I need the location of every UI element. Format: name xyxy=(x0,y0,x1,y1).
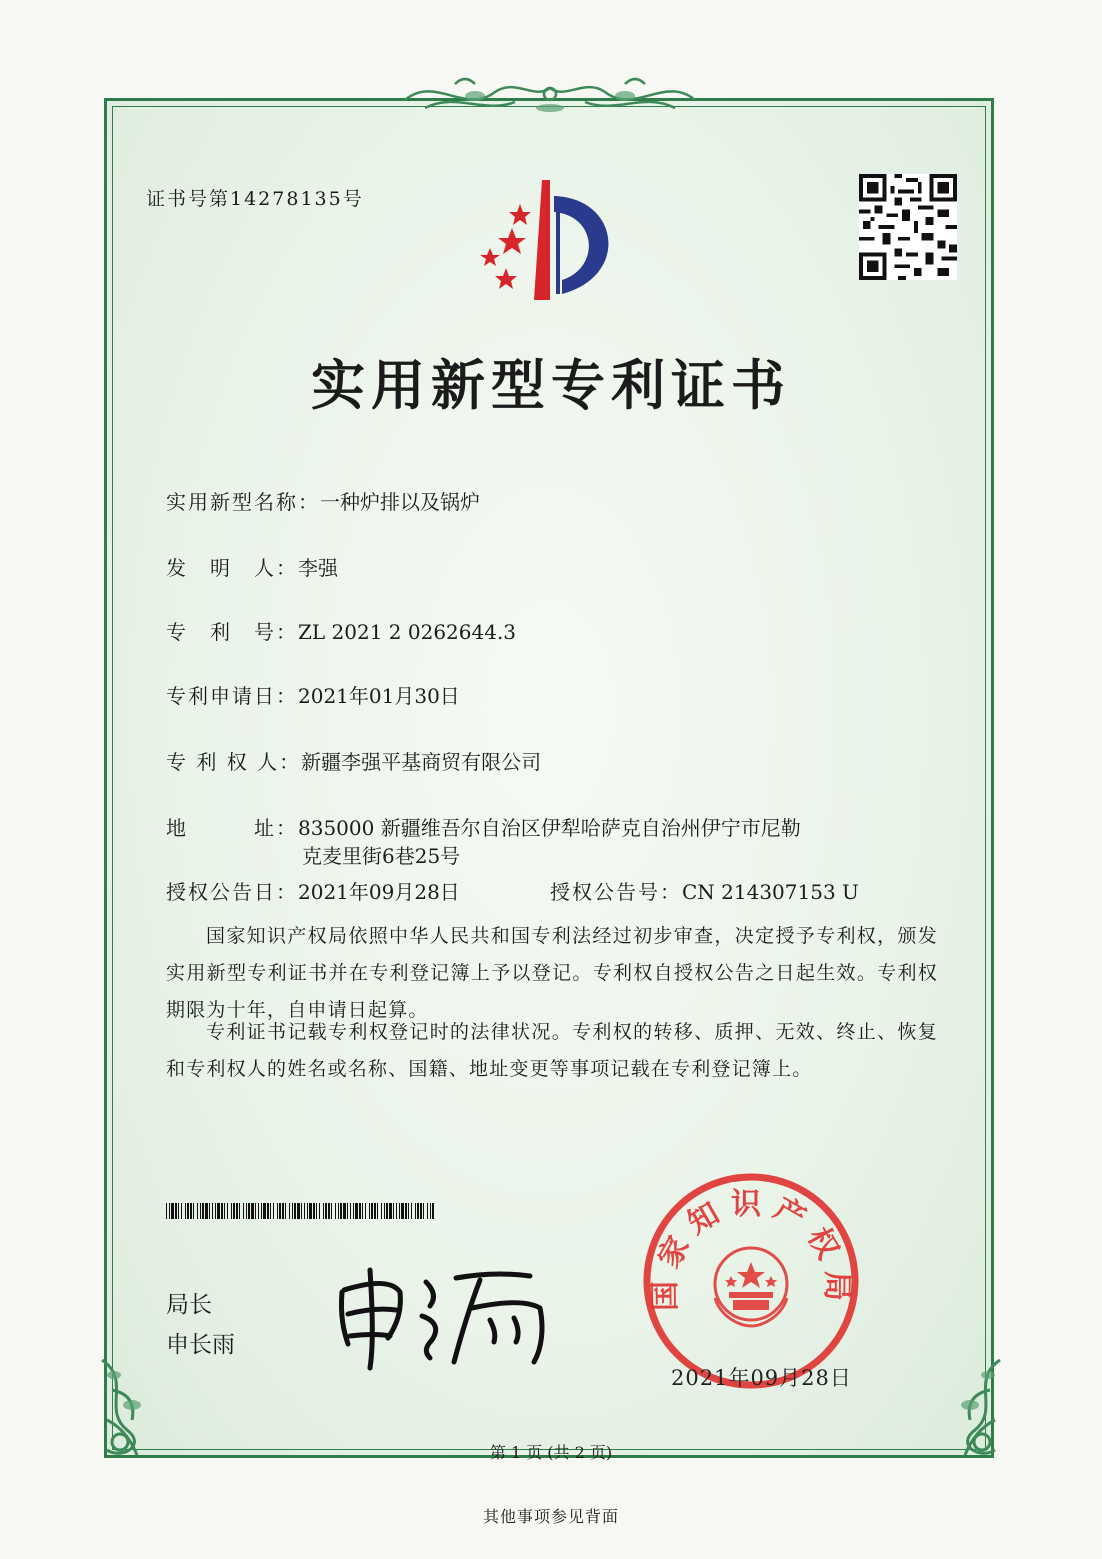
address-line-2: 克麦里街6巷25号 xyxy=(302,844,461,868)
inventor-value: 李强 xyxy=(298,556,338,580)
patent-number-row xyxy=(166,616,516,645)
inventor-row xyxy=(166,552,338,581)
certificate-number: 证书号第14278135号 xyxy=(146,188,364,210)
statement-paragraph-1: 国家知识产权局依照中华人民共和国专利法经过初步审查，决定授予专利权，颁发实用新型专利证书并在专利登记簿上予以登记。专利权自授权公告之日起生效。专利权期限为十年，自申请日起算。 xyxy=(166,925,938,1021)
seal-date: 2021年09月28日 xyxy=(671,1366,852,1390)
barcode xyxy=(166,1203,436,1219)
grant-number-label: 授权公告号： xyxy=(550,880,682,904)
address-row xyxy=(166,812,801,841)
handwritten-signature xyxy=(330,1262,560,1372)
filing-date-value: 2021年01月30日 xyxy=(298,684,460,708)
patentee-value: 新疆李强平基商贸有限公司 xyxy=(301,750,542,774)
grant-number-row xyxy=(550,876,859,905)
patent-number-value: ZL 2021 2 0262644.3 xyxy=(298,620,517,644)
grant-number-value: CN 214307153 U xyxy=(682,880,859,904)
grant-date-value: 2021年09月28日 xyxy=(298,880,460,904)
address-line-1: 835000 新疆维吾尔自治区伊犁哈萨克自治州伊宁市尼勒 xyxy=(298,816,801,840)
signatory-title: 局长 xyxy=(166,1292,212,1318)
footer-note: 其他事项参见背面 xyxy=(482,1507,619,1526)
cnipa-logo xyxy=(470,176,630,302)
utility-model-name-row xyxy=(166,486,480,515)
qr-code xyxy=(858,174,958,280)
page-number: 第 1 页 (共 2 页) xyxy=(489,1443,613,1462)
grant-date-label: 授权公告日： xyxy=(166,880,298,904)
name-label: 实用新型名称： xyxy=(166,490,320,514)
inventor-label: 发 明 人： xyxy=(166,556,298,580)
certificate-frame xyxy=(104,98,994,1458)
name-value: 一种炉排以及锅炉 xyxy=(320,490,480,514)
address-label: 地 址： xyxy=(166,816,298,840)
certificate-title: 实用新型专利证书 xyxy=(311,353,791,417)
patentee-row xyxy=(166,746,541,775)
seal-text: 国家知识产权局 xyxy=(647,1187,855,1312)
patentee-label: 专 利 权 人： xyxy=(166,750,302,774)
patent-number-label: 专 利 号： xyxy=(166,620,298,644)
official-seal xyxy=(642,1172,860,1390)
filing-date-row xyxy=(166,680,460,709)
statement-paragraph-2: 专利证书记载专利权登记时的法律状况。专利权的转移、质押、无效、终止、恢复和专利权人的姓名或名称、国籍、地址变更等事项记载在专利登记簿上。 xyxy=(166,1021,938,1080)
signatory-name: 申长雨 xyxy=(166,1332,235,1358)
top-ornament xyxy=(395,70,705,120)
filing-date-label: 专利申请日： xyxy=(166,684,298,708)
grant-date-row xyxy=(166,876,460,905)
